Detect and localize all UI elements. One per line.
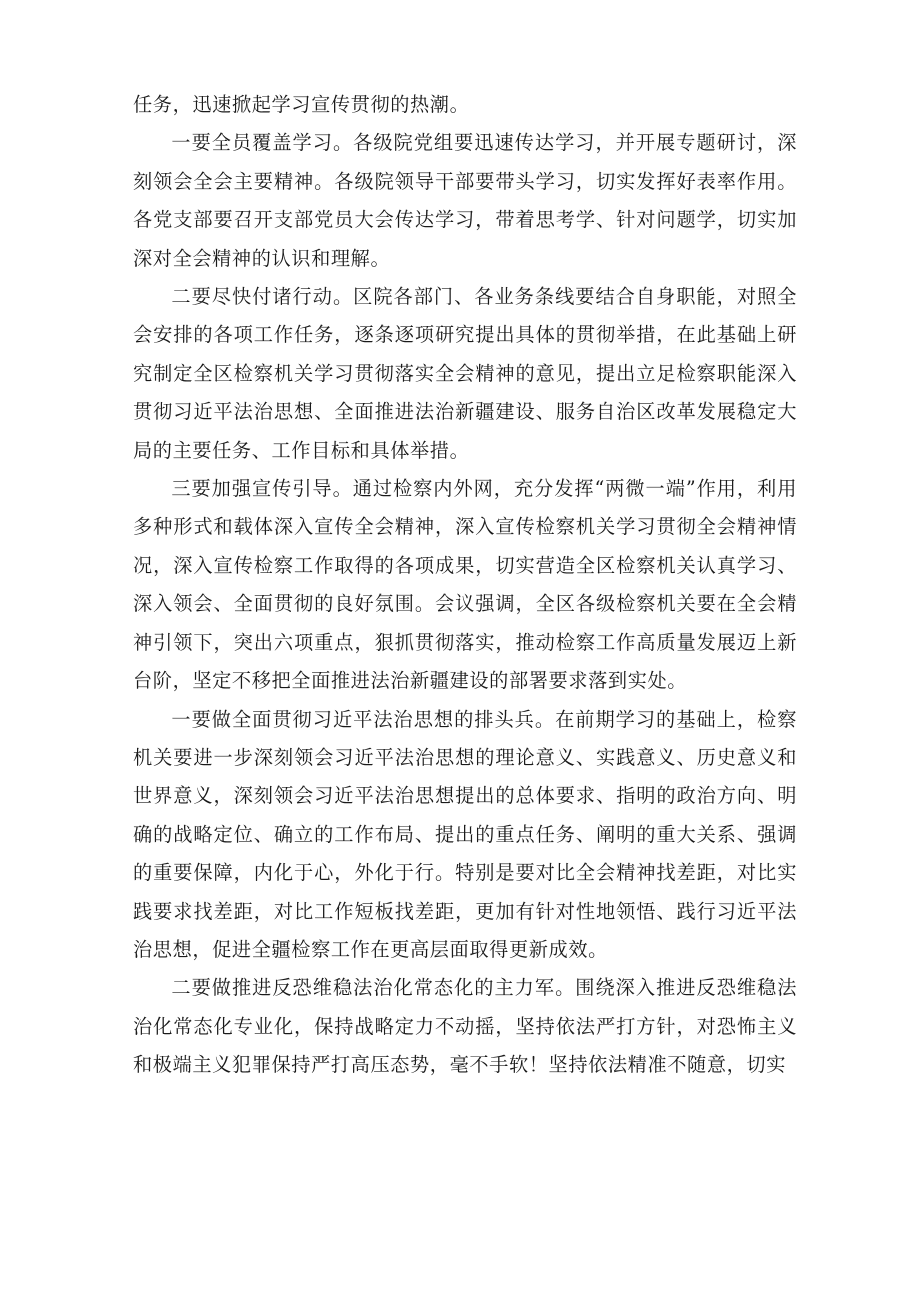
document-body xyxy=(133,86,797,1085)
paragraph-2: 一要全员覆盖学习。各级院党组要迅速传达学习，并开展专题研讨，深刻领会全会主要精神。各级院领导干部要带头学习，切实发挥好表率作用。各党支部要召开支部党员大会传达学习，带着思考学、针对问题学，切实加深对全会精神的认识和理解。 xyxy=(133,131,797,270)
paragraph-5: 一要做全面贯彻习近平法治思想的排头兵。在前期学习的基础上，检察机关要进一步深刻领会习近平法治思想的理论意义、实践意义、历史意义和世界意义，深刻领会习近平法治思想提出的总体要求、指明的政治方向、明确的战略定位、确立的工作布局、提出的重点任务、阐明的重大关系、强调的重要保障，内化于心，外化于行。特别是要对比全会精神找差距，对比实践要求找差距，对比工作短板找差距，更加有针对性地领悟、践行习近平法治思想，促进全疆检察工作在更高层面取得更新成效。 xyxy=(133,707,797,961)
paragraph-3: 二要尽快付诸行动。区院各部门、各业务条线要结合自身职能，对照全会安排的各项工作任务，逐条逐项研究提出具体的贯彻举措，在此基础上研究制定全区检察机关学习贯彻落实全会精神的意见，提出立足检察职能深入贯彻习近平法治思想、全面推进法治新疆建设、服务自治区改革发展稳定大局的主要任务、工作目标和具体举措。 xyxy=(133,285,797,462)
paragraph-4: 三要加强宣传引导。通过检察内外网，充分发挥“两微一端”作用，利用多种形式和载体深入宣传全会精神，深入宣传检察机关学习贯彻全会精神情况，深入宣传检察工作取得的各项成果，切实营造全区检察机关认真学习、深入领会、全面贯彻的良好氛围。会议强调，全区各级检察机关要在全会精神引领下，突出六项重点，狠抓贯彻落实，推动检察工作高质量发展迈上新台阶，坚定不移把全面推进法治新疆建设的部署要求落到实处。 xyxy=(133,477,797,693)
paragraph-6: 二要做推进反恐维稳法治化常态化的主力军。围绕深入推进反恐维稳法治化常态化专业化，保持战略定力不动摇，坚持依法严打方针，对恐怖主义和极端主义犯罪保持严打高压态势，毫不手软！坚持依法精准不随意，切实 xyxy=(133,976,797,1077)
paragraph-1: 任务，迅速掀起学习宣传贯彻的热潮。 xyxy=(133,93,470,116)
